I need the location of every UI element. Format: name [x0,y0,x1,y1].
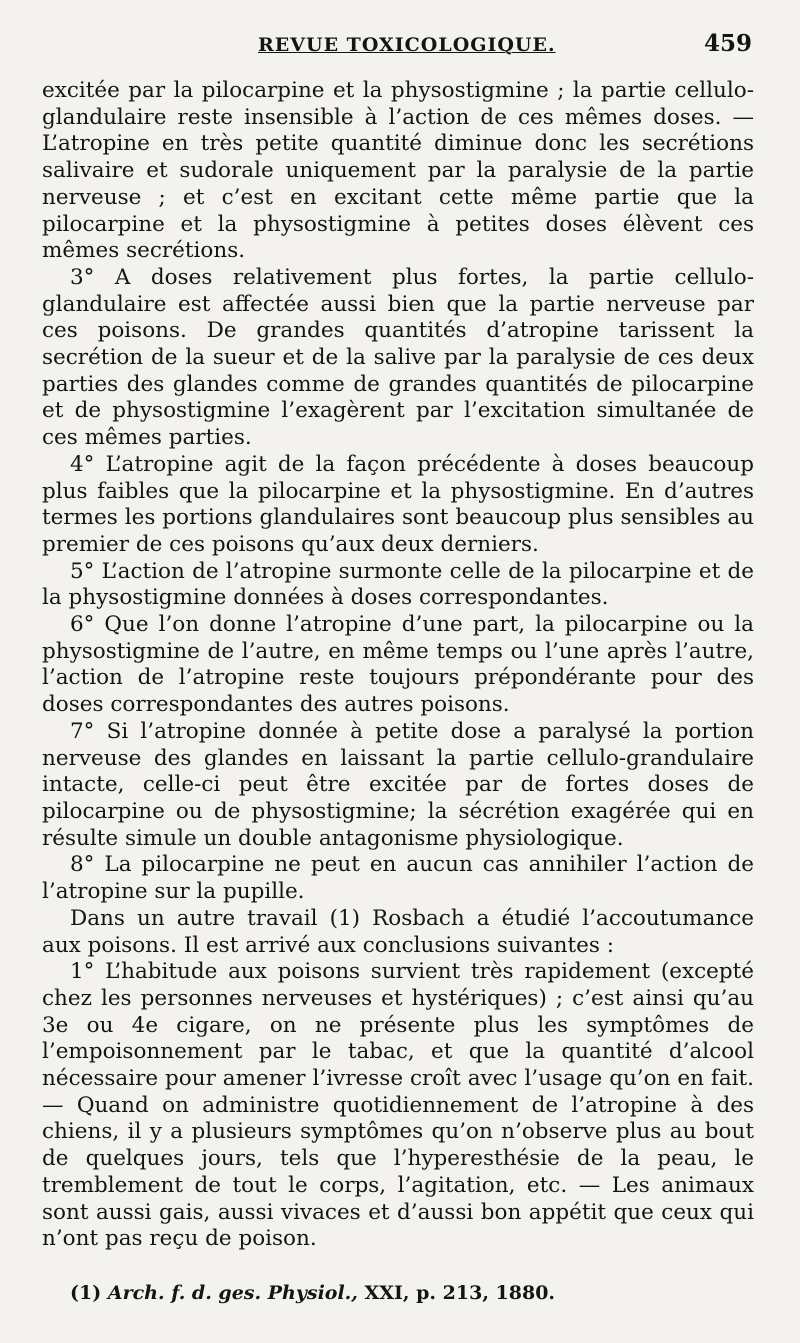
paragraph-point-8: 8° La pilocarpine ne peut en aucun cas annihiler l’action de l’atropine sur la pupille. [42,852,754,905]
footnote-reference: XXI, p. 213, 1880. [364,1282,556,1304]
paragraph-habit-point-1: 1° L’habitude aux poisons survient très rapidement (excepté chez les personnes nerveuses et hystériques) ; c’est ainsi qu’au 3e ou 4e cigare, on ne présente plus les symptômes de l’empoisonnement par le tabac, et que la quantité d’alcool nécessaire pour amener l’ivresse croît avec l’usage qu’on en fait. — Quand on administre quotidiennement de l’atropine à des chiens, il y a plusieurs symptômes qu’on n’observe plus au bout de quelques jours, tels que l’hyperesthésie de la peau, le tremblement de tout le corps, l’agitation, etc. — Les animaux sont aussi gais, aussi vivaces et d’aussi bon appétit que ceux qui n’ont pas reçu de poison. [42,959,754,1252]
body-text [42,78,754,1253]
running-title: REVUE TOXICOLOGIQUE. [258,34,556,56]
page-number: 459 [703,30,752,57]
footnote [70,1282,555,1304]
footnote-number: (1) [70,1282,102,1304]
footnote-source: Arch. f. d. ges. Physiol., [107,1282,358,1304]
paragraph-point-4: 4° L’atropine agit de la façon précédente à doses beaucoup plus faibles que la pilocarpine et la physostigmine. En d’autres termes les portions glandulaires sont beaucoup plus sensibles au premier de ces poisons qu’aux deux derniers. [42,451,754,557]
paragraph-rosbach-intro: Dans un autre travail (1) Rosbach a étudié l’accoutumance aux poisons. Il est arrivé aux conclusions suivantes : [42,905,754,958]
paragraph-continuation: excitée par la pilocarpine et la physostigmine ; la partie cellulo-glandulaire reste insensible à l’action de ces mêmes doses. — L’atropine en très petite quantité diminue donc les secrétions salivaire et sudorale uniquement par la paralysie de la partie nerveuse ; et c’est en excitant cette même partie que la pilocarpine et la physostigmine à petites doses élèvent ces mêmes secrétions. [42,78,754,264]
paragraph-point-5: 5° L’action de l’atropine surmonte celle de la pilocarpine et de la physostigmine données à doses correspondantes. [42,558,754,611]
paragraph-point-7: 7° Si l’atropine donnée à petite dose a paralysé la portion nerveuse des glandes en laissant la partie cellulo-grandulaire intacte, celle-ci peut être excitée par de fortes doses de pilocarpine ou de physostigmine; la sécrétion exagérée qui en résulte simule un double antagonisme physiologique. [42,718,754,851]
paragraph-point-3: 3° A doses relativement plus fortes, la partie cellulo-glandulaire est affectée aussi bien que la partie nerveuse par ces poisons. De grandes quantités d’atropine tarissent la secrétion de la sueur et de la salive par la paralysie de ces deux parties des glandes comme de grandes quantités de pilocarpine et de physostigmine l’exagèrent par l’excitation simultanée de ces mêmes parties. [42,264,754,451]
paragraph-point-6: 6° Que l’on donne l’atropine d’une part, la pilocarpine ou la physostigmine de l’autre, en même temps ou l’une après l’autre, l’action de l’atropine reste toujours prépondérante pour des doses correspondantes des autres poisons. [42,612,754,718]
